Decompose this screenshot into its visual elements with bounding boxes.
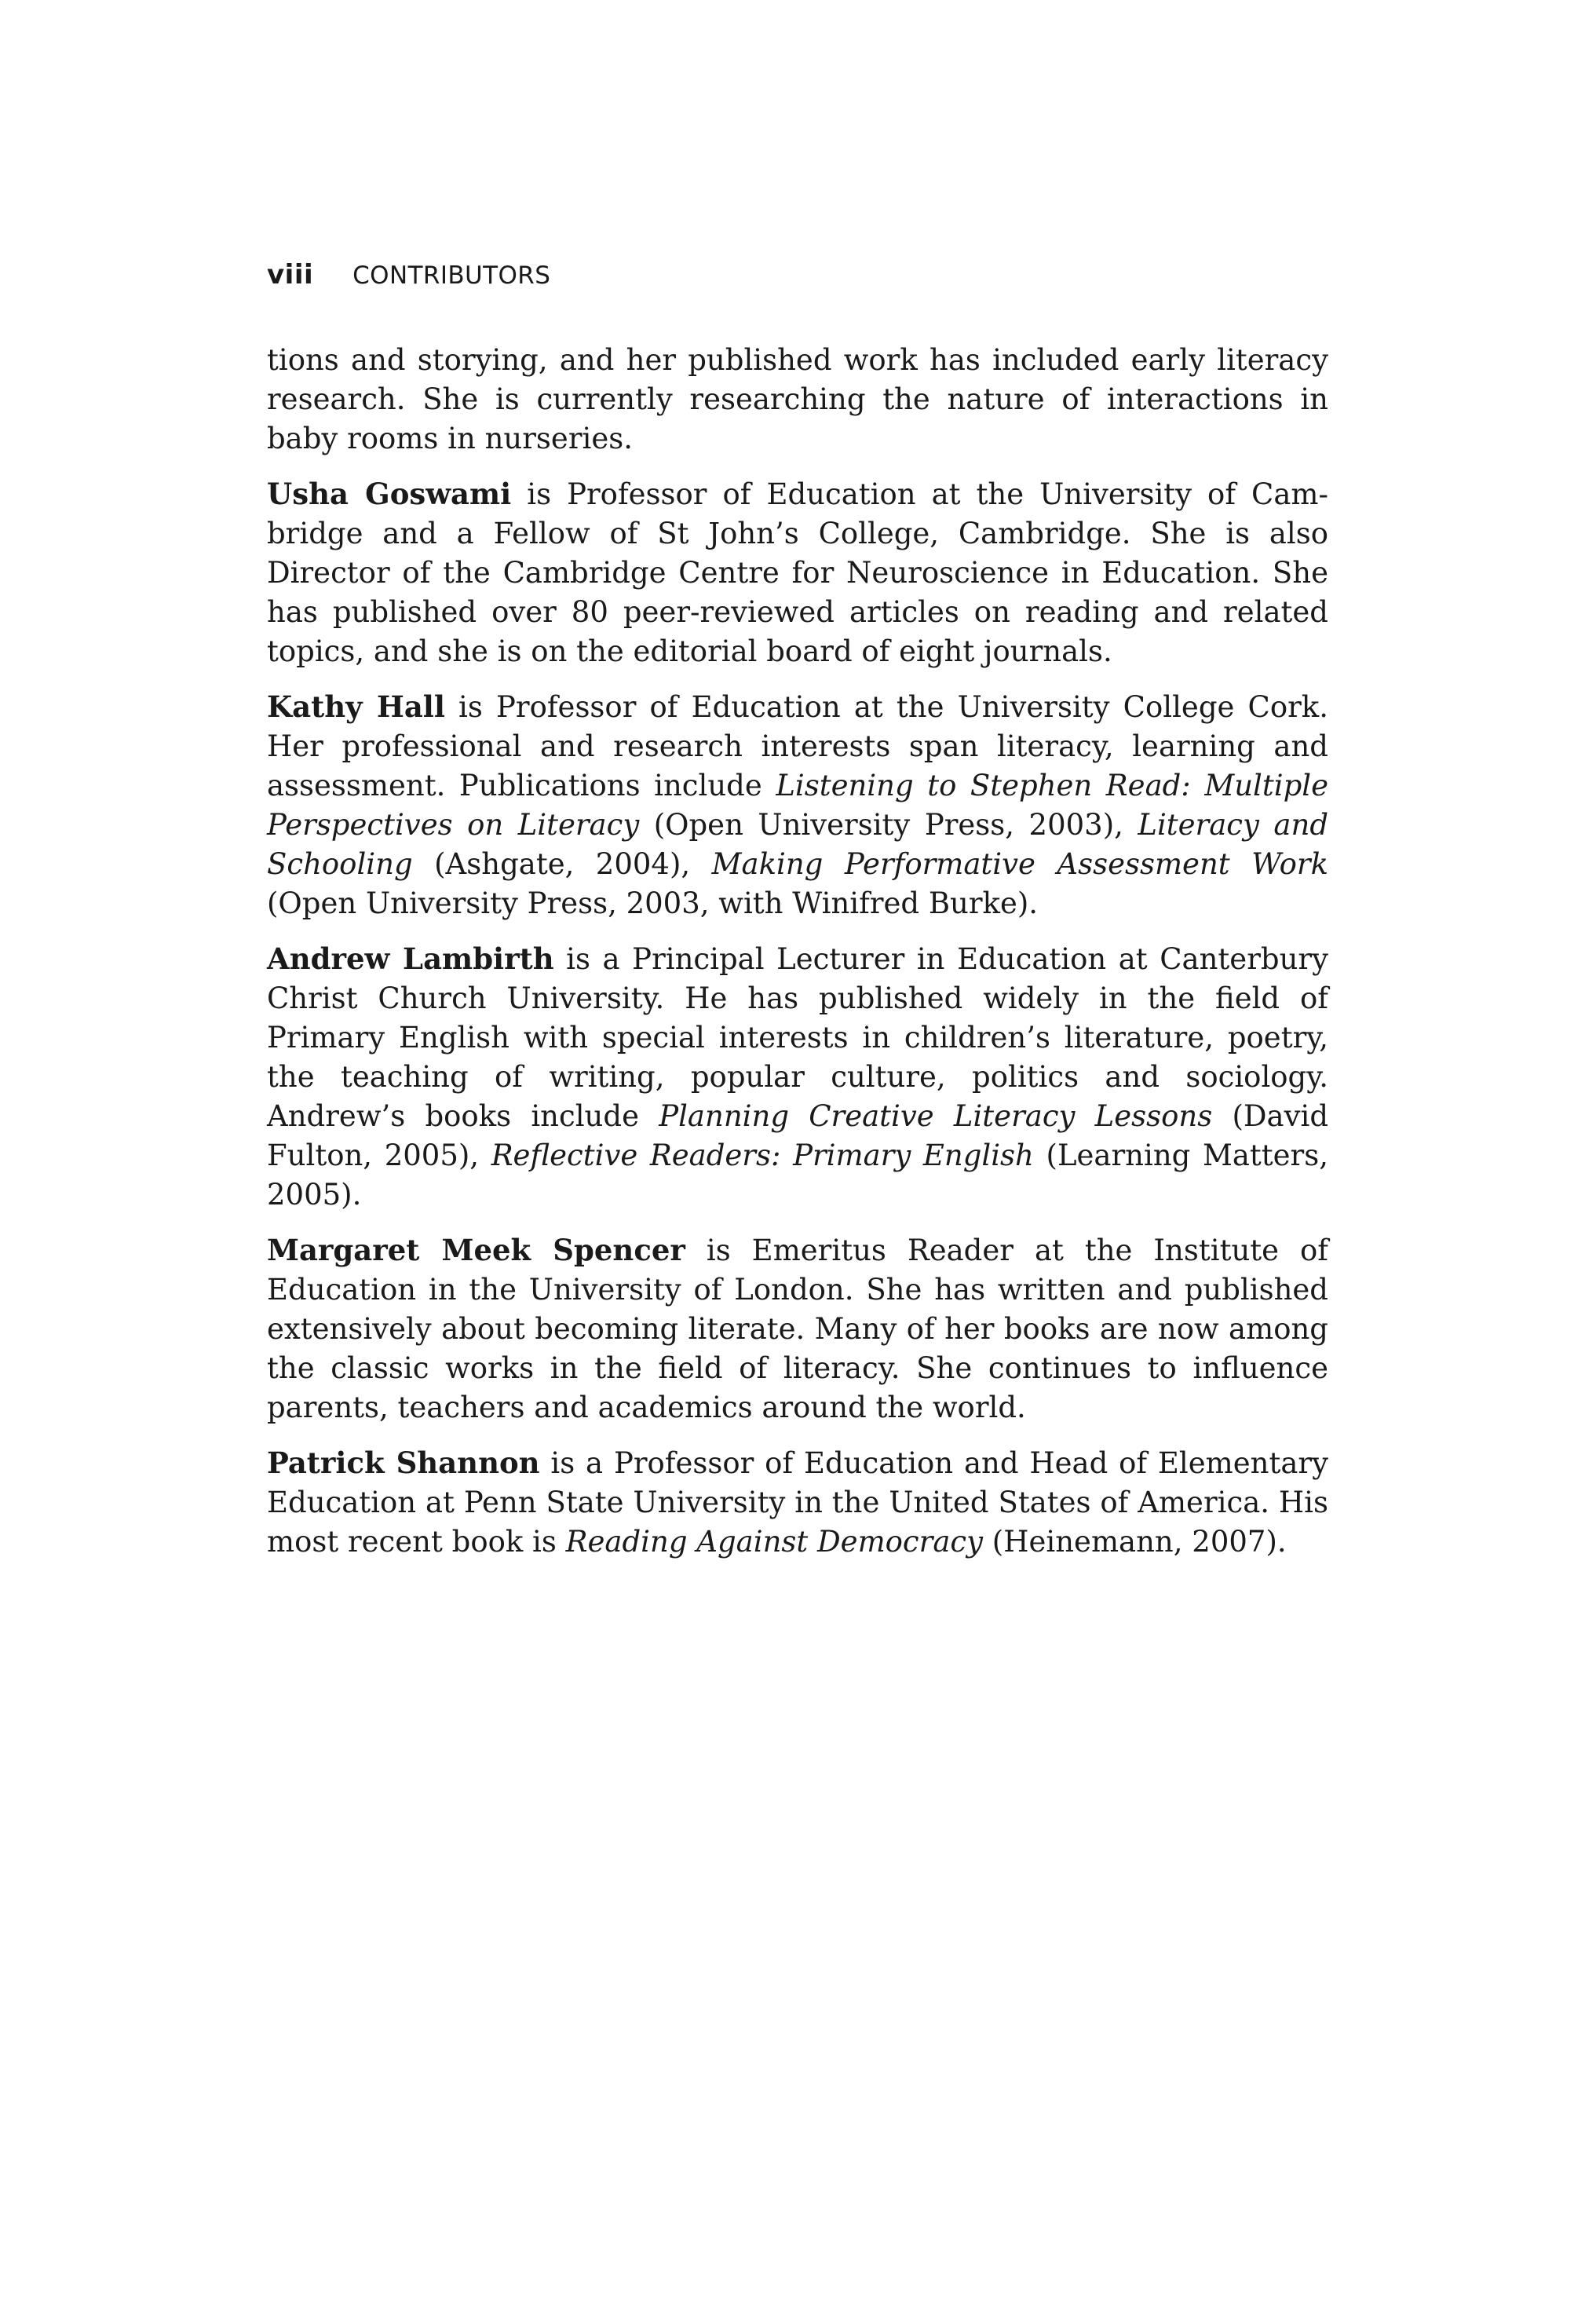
page-number: viii	[267, 259, 314, 291]
publication-title: Making Performative Assessment Work	[711, 847, 1329, 881]
contributor-entry	[267, 341, 1328, 459]
section-title: CONTRIBUTORS	[352, 261, 551, 290]
entry-text: is Professor of Education at the University College Cork. Her professional and research interests span literacy, learning and assessment. Publications include	[267, 690, 1328, 802]
contributor-list	[267, 341, 1328, 1562]
publication-title: Listening to Stephen Read: Multiple Perspectives on Literacy	[267, 769, 1328, 842]
contributor-name: Andrew Lambirth	[267, 941, 554, 976]
entry-text: (Heinemann, 2007).	[983, 1525, 1287, 1559]
entry-text: (Open University Press, 2003),	[639, 808, 1138, 842]
contributor-name: Kathy Hall	[267, 689, 445, 724]
publication-title: Reflective Readers: Primary English	[491, 1139, 1034, 1172]
entry-text: is Emeritus Reader at the Institute of Education in the University of London. She has written and published extensively about becoming literate. Many of her books are now among the classic works in the field of literacy. She continues to influence parents, teachers and academics around the world.	[267, 1234, 1328, 1424]
entry-text: is a Professor of Education and Head of Elementary Education at Penn State University in the United States of America. His most recent book is	[267, 1446, 1328, 1559]
entry-text: is Professor of Education at the University of Cambridge and a Fellow of St John’s College, Cambridge. She is also Director of the Cambridge Centre for Neuroscience in Education. She has published over 80 peer-reviewed articles on reading and related topics, and she is on the editorial board of eight journals.	[267, 477, 1329, 668]
entry-text: tions and storying, and her published work has included early literacy research. She is currently researching the nature of interactions in baby rooms in nurseries.	[267, 343, 1328, 455]
contributor-name: Patrick Shannon	[267, 1446, 540, 1480]
contributor-entry	[267, 939, 1328, 1215]
entry-text: (Ashgate, 2004),	[412, 847, 712, 881]
entry-text: (Learning Matters, 2005).	[267, 1139, 1328, 1212]
entry-text: (Open University Press, 2003, with Winifred Burke).	[267, 886, 1039, 920]
book-page	[267, 259, 1328, 1562]
contributor-entry	[267, 687, 1328, 923]
contributor-entry	[267, 474, 1328, 671]
entry-text: is a Principal Lecturer in Education at Canterbury Christ Church University. He has published widely in the field of Primary English with special interests in children’s literature, poetry, the teaching of writing, popular culture, politics and sociology. Andrew’s books include	[267, 942, 1328, 1133]
contributor-name: Usha Goswami	[267, 477, 512, 511]
publication-title: Reading Against Democracy	[565, 1525, 984, 1559]
publication-title: Literacy and Schooling	[267, 808, 1328, 881]
entry-text: (David Fulton, 2005),	[267, 1099, 1329, 1172]
contributor-entry	[267, 1443, 1328, 1562]
contributor-name: Margaret Meek Spencer	[267, 1233, 685, 1267]
contributor-entry	[267, 1230, 1328, 1427]
running-head	[267, 259, 1328, 298]
publication-title: Planning Creative Literacy Lessons	[659, 1099, 1213, 1133]
